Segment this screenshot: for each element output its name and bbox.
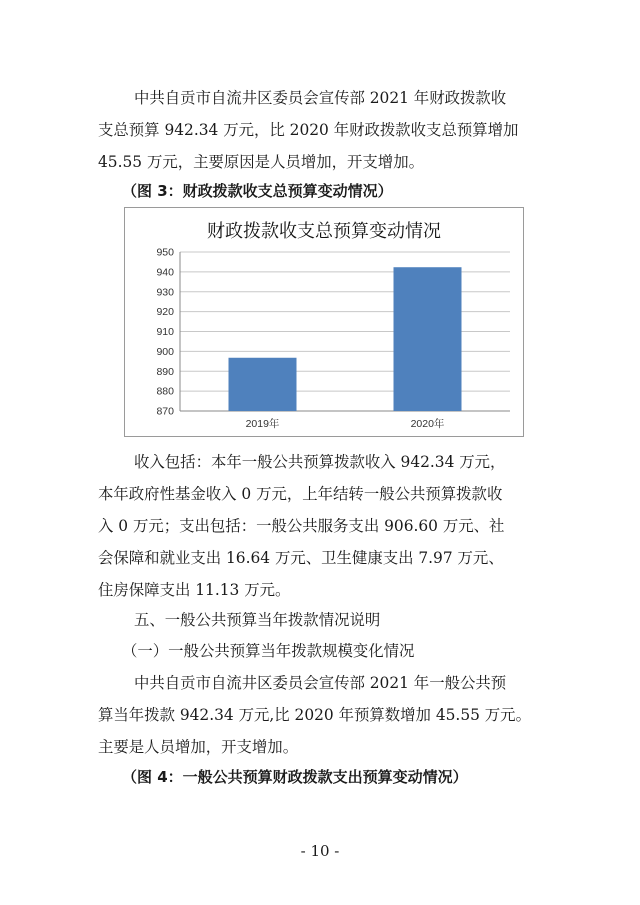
paragraph1-line-3: 45.55 万元，主要原因是人员增加，开支增加。 — [98, 153, 424, 171]
figure3-caption: （图 3：财政拨款收支总预算变动情况） — [122, 182, 393, 200]
subsection1-heading: （一）一般公共预算当年拨款规模变化情况 — [122, 642, 415, 660]
y-tick-label: 900 — [156, 345, 174, 358]
paragraph1-line-2: 支总预算 942.34 万元，比 2020 年财政拨款收支总预算增加 — [98, 121, 519, 139]
y-tick-label: 930 — [156, 286, 174, 299]
paragraph3-line-3: 主要是人员增加，开支增加。 — [98, 738, 299, 756]
chart-title: 财政拨款收支总预算变动情况 — [207, 221, 441, 242]
paragraph2-line-4: 会保障和就业支出 16.64 万元、卫生健康支出 7.97 万元、 — [98, 549, 504, 567]
chart-plot — [125, 208, 523, 436]
y-tick-label: 940 — [156, 266, 174, 279]
paragraph2-line-1: 收入包括：本年一般公共预算拨款收入 942.34 万元， — [134, 453, 506, 471]
y-tick-label: 920 — [156, 306, 174, 319]
paragraph1-line-1: 中共自贡市自流井区委员会宣传部 2021 年财政拨款收 — [134, 89, 507, 107]
figure4-caption: （图 4：一般公共预算财政拨款支出预算变动情况） — [122, 768, 468, 786]
x-tick-label: 2020年 — [410, 418, 445, 430]
paragraph2-line-3: 入 0 万元；支出包括：一般公共服务支出 906.60 万元、社 — [98, 517, 505, 535]
y-tick-label: 910 — [156, 326, 174, 338]
y-tick-label: 870 — [156, 405, 174, 418]
x-tick-label: 2019年 — [245, 418, 280, 430]
budget-change-chart — [124, 207, 524, 437]
y-tick-label: 950 — [156, 246, 174, 259]
bar — [394, 267, 462, 411]
paragraph2-line-2: 本年政府性基金收入 0 万元，上年结转一般公共预算拨款收 — [98, 485, 503, 503]
paragraph3-line-2: 算当年拨款 942.34 万元,比 2020 年预算数增加 45.55 万元。 — [98, 706, 531, 724]
bar — [229, 358, 297, 411]
section5-heading: 五、一般公共预算当年拨款情况说明 — [134, 611, 381, 629]
paragraph2-line-5: 住房保障支出 11.13 万元。 — [98, 581, 291, 599]
paragraph3-line-1: 中共自贡市自流井区委员会宣传部 2021 年一般公共预 — [134, 674, 507, 692]
page-number: - 10 - — [300, 842, 340, 860]
y-tick-label: 880 — [156, 385, 174, 398]
y-tick-label: 890 — [156, 365, 174, 378]
